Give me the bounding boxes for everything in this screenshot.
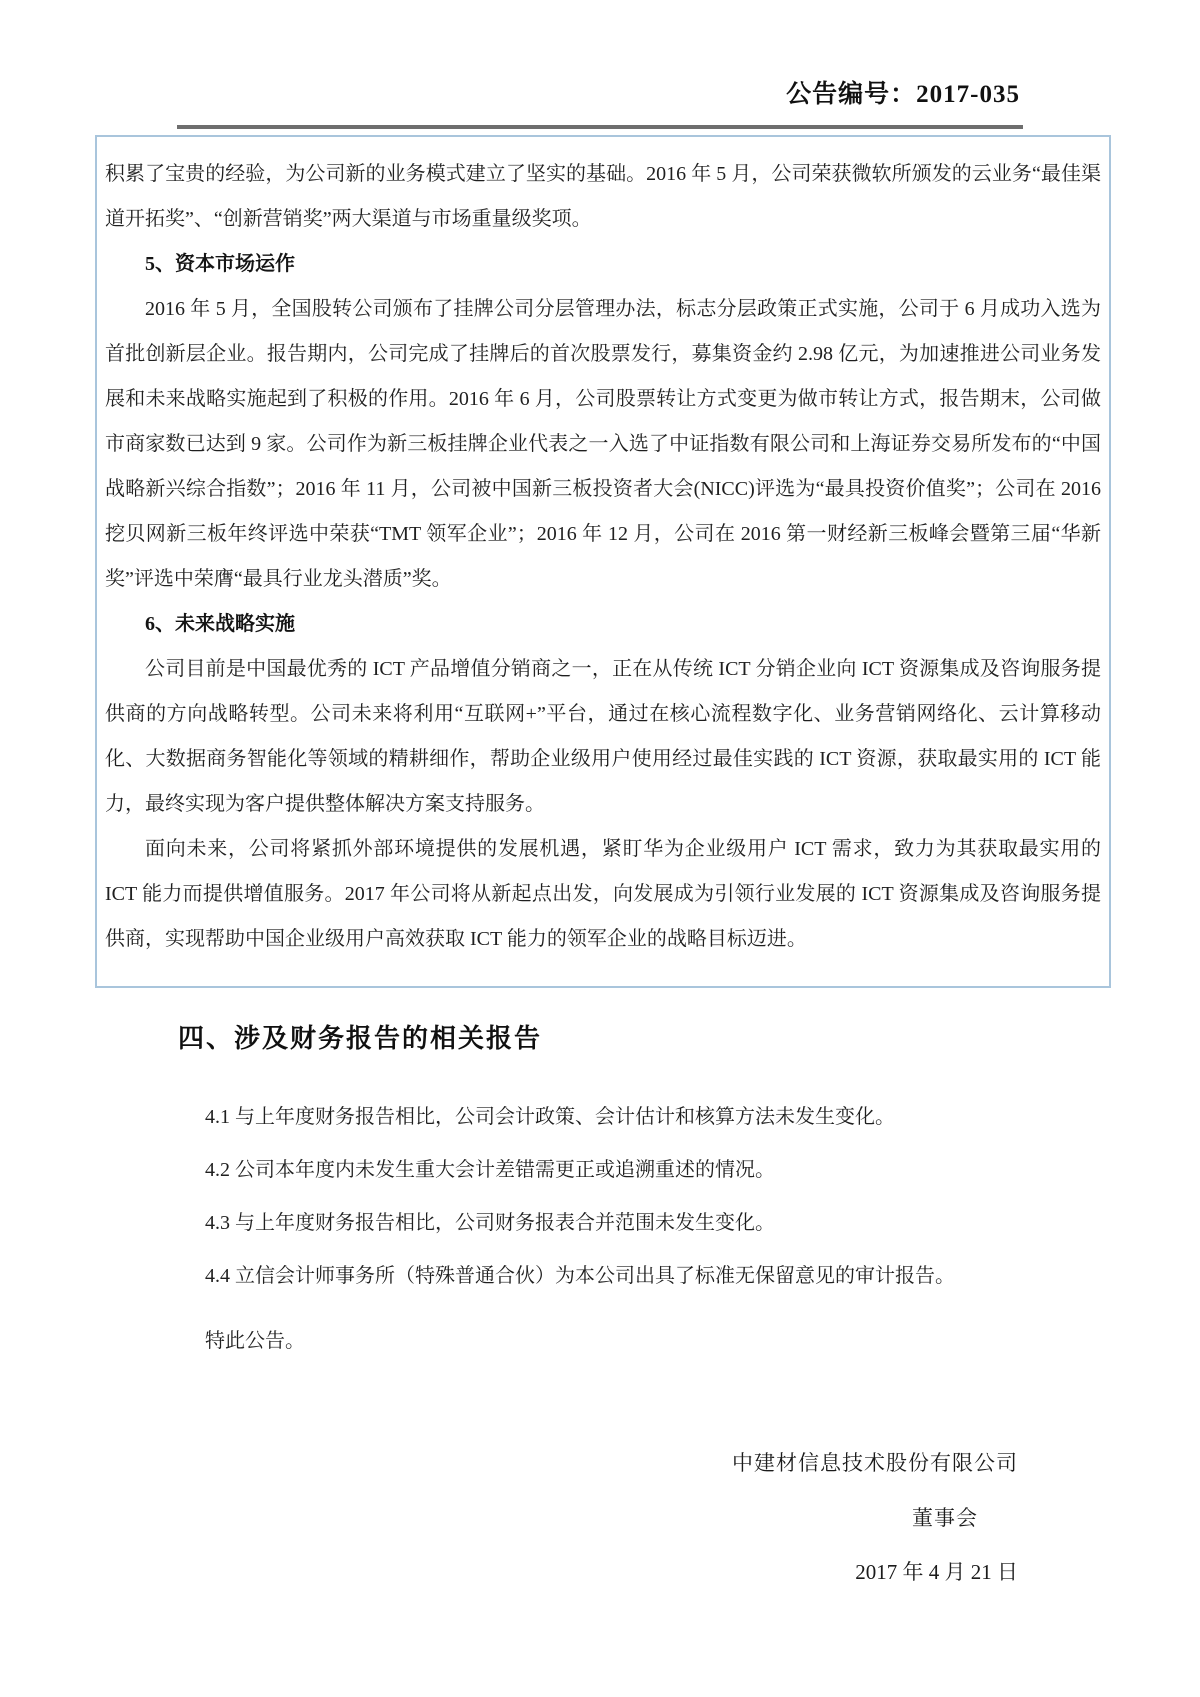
- signature-block: [0, 1450, 1200, 1586]
- announcement-number: 公告编号：2017-035: [786, 81, 1020, 108]
- company-name: 中建材信息技术股份有限公司: [732, 1451, 1018, 1475]
- financial-items: [205, 1091, 1110, 1303]
- financial-item: 4.4 立信会计师事务所（特殊普通合伙）为本公司出具了标准无保留意见的审计报告。: [205, 1265, 955, 1287]
- body-paragraph: 2016 年 5 月，全国股转公司颁布了挂牌公司分层管理办法，标志分层政策正式实施，公司于 6 月成功入选为首批创新层企业。报告期内，公司完成了挂牌后的首次股票发行，募集资金约 2.98 亿元，为加速推进公司业务发展和未来战略实施起到了积极的作用。2016 年 6 月，公司股票转让方式变更为做市转让方式，报告期末，公司做市商家数已达到 9 家。公司作为新三板挂牌企业代表之一入选了中证指数有限公司和上海证券交易所发布的“中国战略新兴综合指数”；2016 年 11 月，公司被中国新三板投资者大会(NICC)评选为“最具投资价值奖”；公司在 2016 挖贝网新三板年终评选中荣获“TMT 领军企业”；2016 年 12 月，公司在 2016 第一财经新三板峰会暨第三届“华新奖”评选中荣膺“最具行业龙头潜质”奖。: [105, 298, 1101, 590]
- financial-item: 4.1 与上年度财务报告相比，公司会计政策、会计估计和核算方法未发生变化。: [205, 1106, 895, 1128]
- body-paragraph: 面向未来，公司将紧抓外部环境提供的发展机遇，紧盯华为企业级用户 ICT 需求，致力为其获取最实用的 ICT 能力而提供增值服务。2017 年公司将从新起点出发，向发展成为引领行业发展的 ICT 资源集成及咨询服务提供商，实现帮助中国企业级用户高效获取 ICT 能力的领军企业的战略目标迈进。: [105, 838, 1101, 950]
- continuation-paragraph: 积累了宝贵的经验，为公司新的业务模式建立了坚实的基础。2016 年 5 月，公司荣获微软所颁发的云业务“最佳渠道开拓奖”、“创新营销奖”两大渠道与市场重量级奖项。: [105, 163, 1101, 230]
- closing-statement: 特此公告。: [205, 1330, 305, 1352]
- signature-date: 2017 年 4 月 21 日: [855, 1559, 1018, 1584]
- header-rule: [177, 125, 1023, 129]
- boxed-sections: [105, 242, 1101, 962]
- board-signer: 董事会: [912, 1506, 978, 1531]
- section-title: 四、涉及财务报告的相关报告: [178, 1023, 543, 1053]
- body-paragraph: 公司目前是中国最优秀的 ICT 产品增值分销商之一，正在从传统 ICT 分销企业向 ICT 资源集成及咨询服务提供商的方向战略转型。公司未来将利用“互联网+”平台，通过在核心流程数字化、业务营销网络化、云计算移动化、大数据商务智能化等领域的精耕细作，帮助企业级用户使用经过最佳实践的 ICT 资源，获取最实用的 ICT 能力，最终实现为客户提供整体解决方案支持服务。: [105, 658, 1101, 815]
- subsection-heading: 5、资本市场运作: [145, 253, 295, 275]
- financial-item: 4.3 与上年度财务报告相比，公司财务报表合并范围未发生变化。: [205, 1212, 775, 1234]
- financial-item: 4.2 公司本年度内未发生重大会计差错需更正或追溯重述的情况。: [205, 1159, 775, 1181]
- highlighted-content-box: [95, 135, 1111, 988]
- financial-report-section: [0, 1018, 1200, 1368]
- subsection-heading: 6、未来战略实施: [145, 613, 295, 635]
